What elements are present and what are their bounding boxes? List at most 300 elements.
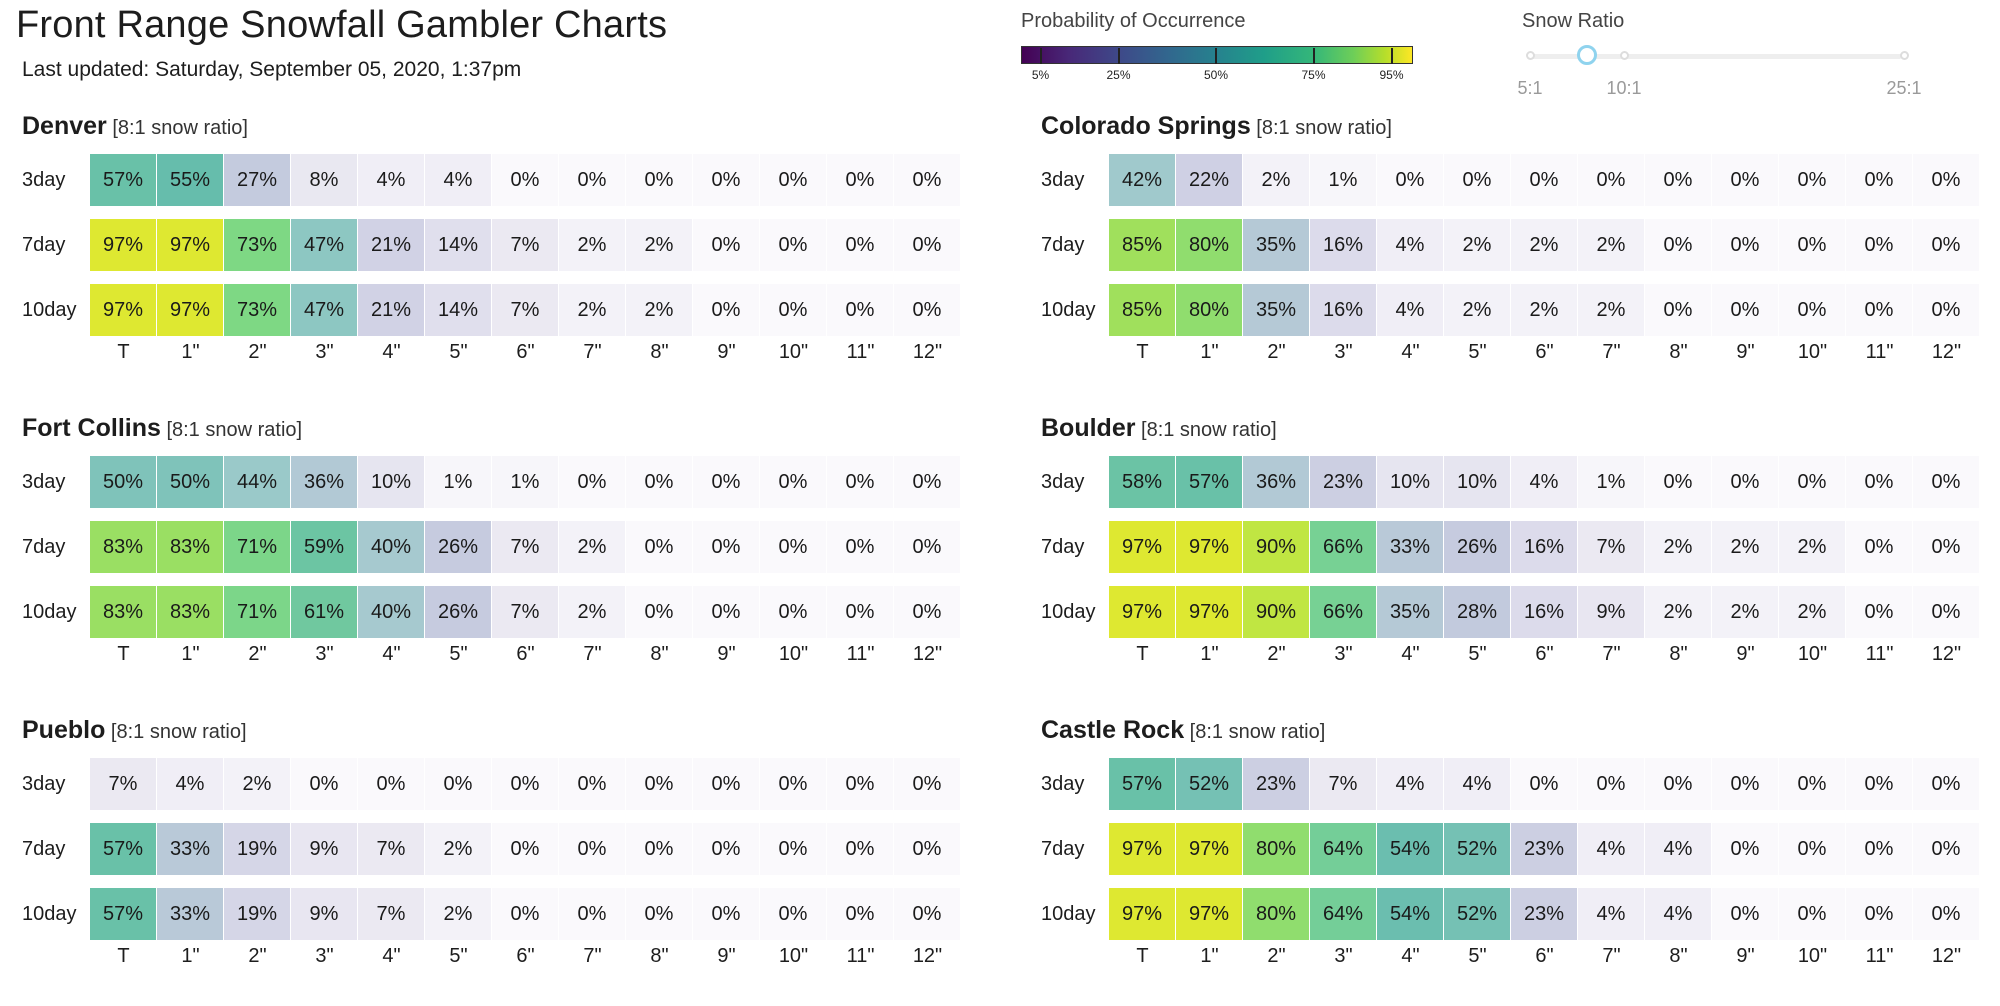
- heatmap-cell: 0%: [1846, 154, 1913, 206]
- chart-title: [1041, 716, 1325, 745]
- heatmap-cell: 0%: [626, 154, 693, 206]
- heatmap-cell: 7%: [492, 521, 559, 573]
- heatmap-cell: 7%: [492, 284, 559, 336]
- heatmap-cell: 2%: [559, 586, 626, 638]
- column-label: 5": [449, 945, 468, 967]
- heatmap-cell: 4%: [1578, 888, 1645, 940]
- heatmap-cell: 33%: [157, 888, 224, 940]
- heatmap-cell: 97%: [1109, 888, 1176, 940]
- legend-tick: [1215, 48, 1217, 64]
- column-label: 8": [1669, 643, 1688, 665]
- heatmap-cell: 0%: [559, 154, 626, 206]
- heatmap-cell: 0%: [626, 521, 693, 573]
- heatmap-cell: 35%: [1243, 219, 1310, 271]
- heatmap-cell: 40%: [358, 521, 425, 573]
- heatmap-cell: 0%: [894, 758, 961, 810]
- chart-city-name: Castle Rock: [1041, 716, 1185, 744]
- heatmap-cell: 4%: [157, 758, 224, 810]
- heatmap-cell: 42%: [1109, 154, 1176, 206]
- column-label: 12": [912, 341, 943, 363]
- row-label-10day: 10day: [1041, 903, 1096, 925]
- heatmap-cell: 16%: [1511, 521, 1578, 573]
- heatmap-cell: 0%: [1913, 219, 1980, 271]
- heatmap-cell: 58%: [1109, 456, 1176, 508]
- heatmap-cell: 19%: [224, 823, 291, 875]
- ratio-stop-25[interactable]: [1900, 51, 1909, 60]
- heatmap-cell: 2%: [1578, 284, 1645, 336]
- heatmap-cell: 4%: [358, 154, 425, 206]
- heatmap-cell: 0%: [1913, 154, 1980, 206]
- heatmap-cell: 0%: [1846, 888, 1913, 940]
- heatmap-cell: 97%: [157, 284, 224, 336]
- column-label: 7": [1602, 643, 1621, 665]
- heatmap-cell: 0%: [760, 888, 827, 940]
- column-label: 4": [382, 341, 401, 363]
- row-label-7day: 7day: [22, 838, 66, 860]
- heatmap-cell: 0%: [894, 586, 961, 638]
- heatmap-cell: 0%: [492, 823, 559, 875]
- heatmap-cell: 54%: [1377, 823, 1444, 875]
- heatmap-cell: 2%: [1511, 219, 1578, 271]
- heatmap-cell: 0%: [827, 219, 894, 271]
- heatmap-cell: 26%: [1444, 521, 1511, 573]
- legend-tick: [1118, 48, 1120, 64]
- heatmap-cell: 23%: [1511, 823, 1578, 875]
- column-label: 1": [1200, 643, 1219, 665]
- column-label: 7": [1602, 341, 1621, 363]
- gambler-chart-denver: [22, 112, 982, 402]
- column-label: 10": [778, 341, 809, 363]
- heatmap-cell: 0%: [894, 456, 961, 508]
- row-label-7day: 7day: [22, 536, 66, 558]
- heatmap-cell: 73%: [224, 219, 291, 271]
- heatmap-cell: 7%: [492, 219, 559, 271]
- heatmap-cell: 2%: [224, 758, 291, 810]
- chart-city-name: Fort Collins: [22, 414, 161, 442]
- heatmap-cell: 7%: [358, 823, 425, 875]
- heatmap-cell: 14%: [425, 284, 492, 336]
- heatmap-cell: 2%: [559, 521, 626, 573]
- column-label: 10": [1797, 643, 1828, 665]
- chart-ratio-note: [8:1 snow ratio]: [105, 721, 247, 743]
- column-label: 2": [1267, 643, 1286, 665]
- heatmap-cell: 97%: [1176, 888, 1243, 940]
- snow-ratio-title: Snow Ratio: [1522, 10, 1625, 32]
- heatmap-cell: 23%: [1511, 888, 1578, 940]
- column-label: 5": [1468, 341, 1487, 363]
- heatmap-cell: 0%: [1846, 823, 1913, 875]
- column-label: 1": [181, 643, 200, 665]
- column-label: 2": [248, 643, 267, 665]
- heatmap-cell: 2%: [559, 219, 626, 271]
- column-label: 9": [717, 643, 736, 665]
- heatmap-cell: 97%: [1176, 823, 1243, 875]
- heatmap-cell: 80%: [1243, 888, 1310, 940]
- gambler-chart-fort-collins: [22, 414, 982, 704]
- gambler-chart-boulder: [1041, 414, 2000, 704]
- heatmap-cell: 0%: [1846, 521, 1913, 573]
- heatmap-cell: 7%: [358, 888, 425, 940]
- heatmap-cell: 80%: [1176, 284, 1243, 336]
- column-label: 3": [1334, 341, 1353, 363]
- heatmap-cell: 0%: [559, 823, 626, 875]
- heatmap-cell: 0%: [760, 586, 827, 638]
- column-label: 2": [1267, 341, 1286, 363]
- row-label-3day: 3day: [1041, 471, 1085, 493]
- column-label: 5": [449, 341, 468, 363]
- heatmap-cell: 0%: [1712, 456, 1779, 508]
- heatmap-cell: 71%: [224, 521, 291, 573]
- heatmap-cell: 0%: [559, 758, 626, 810]
- heatmap-cell: 0%: [1779, 154, 1846, 206]
- column-label: 4": [1401, 341, 1420, 363]
- heatmap-cell: 64%: [1310, 823, 1377, 875]
- heatmap-cell: 1%: [492, 456, 559, 508]
- heatmap-cell: 7%: [1578, 521, 1645, 573]
- column-label: 3": [315, 341, 334, 363]
- column-label: 8": [650, 341, 669, 363]
- row-label-7day: 7day: [22, 234, 66, 256]
- column-label: 5": [449, 643, 468, 665]
- chart-city-name: Pueblo: [22, 716, 106, 744]
- heatmap-cell: 0%: [827, 888, 894, 940]
- heatmap-cell: 9%: [291, 823, 358, 875]
- heatmap-cell: 14%: [425, 219, 492, 271]
- heatmap-cell: 1%: [1310, 154, 1377, 206]
- column-label: 6": [1535, 945, 1554, 967]
- heatmap-cell: 1%: [425, 456, 492, 508]
- heatmap-cell: 2%: [1779, 521, 1846, 573]
- heatmap-cell: 83%: [90, 586, 157, 638]
- column-label: 6": [516, 341, 535, 363]
- heatmap-cell: 50%: [157, 456, 224, 508]
- row-label-7day: 7day: [1041, 234, 1085, 256]
- heatmap-cell: 0%: [1377, 154, 1444, 206]
- heatmap-cell: 83%: [90, 521, 157, 573]
- heatmap-cell: 0%: [291, 758, 358, 810]
- heatmap-cell: 0%: [827, 284, 894, 336]
- heatmap-cell: 90%: [1243, 586, 1310, 638]
- heatmap-cell: 80%: [1243, 823, 1310, 875]
- heatmap-cell: 10%: [358, 456, 425, 508]
- column-label: 4": [382, 945, 401, 967]
- heatmap-cell: 4%: [1511, 456, 1578, 508]
- snow-ratio-handle[interactable]: [1577, 45, 1597, 65]
- heatmap-cell: 0%: [1913, 521, 1980, 573]
- heatmap-cell: 0%: [626, 586, 693, 638]
- heatmap-cell: 66%: [1310, 521, 1377, 573]
- heatmap-cell: 52%: [1176, 758, 1243, 810]
- heatmap-cell: 4%: [1645, 823, 1712, 875]
- heatmap-cell: 0%: [1645, 154, 1712, 206]
- heatmap-cell: 16%: [1511, 586, 1578, 638]
- column-label: 11": [1865, 643, 1894, 665]
- heatmap-cell: 9%: [1578, 586, 1645, 638]
- heatmap-cell: 0%: [1846, 219, 1913, 271]
- ratio-label-5: 5:1: [1517, 78, 1543, 98]
- heatmap-cell: 26%: [425, 586, 492, 638]
- row-label-3day: 3day: [22, 773, 66, 795]
- column-label: 10": [1797, 945, 1828, 967]
- heatmap-cell: 0%: [1712, 888, 1779, 940]
- legend-tick-label: 25%: [1106, 68, 1131, 82]
- ratio-stop-5[interactable]: [1526, 51, 1535, 60]
- column-label: 8": [650, 945, 669, 967]
- heatmap-cell: 0%: [1712, 284, 1779, 336]
- heatmap-cell: 0%: [827, 586, 894, 638]
- heatmap-cell: 0%: [358, 758, 425, 810]
- column-label: T: [1136, 643, 1149, 665]
- ratio-label-25: 25:1: [1886, 78, 1922, 98]
- heatmap-cell: 0%: [1846, 456, 1913, 508]
- heatmap-cell: 0%: [693, 284, 760, 336]
- column-label: 6": [516, 945, 535, 967]
- heatmap-cell: 52%: [1444, 888, 1511, 940]
- column-label: 2": [248, 945, 267, 967]
- heatmap-cell: 0%: [1712, 758, 1779, 810]
- heatmap-cell: 10%: [1377, 456, 1444, 508]
- heatmap-cell: 2%: [1243, 154, 1310, 206]
- heatmap-cell: 0%: [894, 154, 961, 206]
- heatmap-cell: 57%: [90, 154, 157, 206]
- heatmap-cell: 2%: [1712, 586, 1779, 638]
- heatmap-cell: 2%: [626, 284, 693, 336]
- chart-ratio-note: [8:1 snow ratio]: [160, 419, 303, 441]
- heatmap-cell: 85%: [1109, 284, 1176, 336]
- column-label: 7": [583, 341, 602, 363]
- column-label: 1": [1200, 341, 1219, 363]
- probability-legend: [1021, 8, 1421, 88]
- heatmap-cell: 0%: [626, 823, 693, 875]
- heatmap-cell: 4%: [1645, 888, 1712, 940]
- heatmap-cell: 2%: [559, 284, 626, 336]
- heatmap-cell: 0%: [1511, 758, 1578, 810]
- heatmap-cell: 0%: [1645, 456, 1712, 508]
- heatmap-cell: 57%: [90, 823, 157, 875]
- heatmap-cell: 2%: [425, 888, 492, 940]
- heatmap-cell: 2%: [626, 219, 693, 271]
- row-label-10day: 10day: [1041, 601, 1096, 623]
- chart-city-name: Denver: [22, 112, 107, 140]
- column-label: 7": [583, 643, 602, 665]
- row-label-3day: 3day: [22, 471, 66, 493]
- legend-tick-label: 50%: [1203, 68, 1229, 82]
- column-label: 3": [1334, 945, 1353, 967]
- column-label: 9": [1736, 945, 1755, 967]
- heatmap-cell: 0%: [1846, 586, 1913, 638]
- heatmap-cell: 0%: [693, 154, 760, 206]
- heatmap-cell: 21%: [358, 284, 425, 336]
- heatmap-cell: 52%: [1444, 823, 1511, 875]
- heatmap-cell: 22%: [1176, 154, 1243, 206]
- heatmap-cell: 83%: [157, 521, 224, 573]
- heatmap-cell: 0%: [1913, 284, 1980, 336]
- heatmap-cell: 64%: [1310, 888, 1377, 940]
- column-label: 8": [1669, 945, 1688, 967]
- heatmap-cell: 0%: [827, 521, 894, 573]
- column-label: 1": [181, 945, 200, 967]
- heatmap-cell: 0%: [559, 456, 626, 508]
- heatmap-cell: 0%: [1712, 823, 1779, 875]
- heatmap-cell: 4%: [425, 154, 492, 206]
- heatmap-cell: 47%: [291, 219, 358, 271]
- heatmap-cell: 1%: [1578, 456, 1645, 508]
- heatmap-cell: 0%: [1846, 758, 1913, 810]
- column-label: 1": [1200, 945, 1219, 967]
- column-label: 7": [1602, 945, 1621, 967]
- gambler-chart-castle-rock: [1041, 716, 2000, 1006]
- heatmap-cell: 0%: [1779, 888, 1846, 940]
- legend-tick: [1313, 48, 1315, 64]
- heatmap-cell: 0%: [894, 888, 961, 940]
- column-label: 4": [1401, 643, 1420, 665]
- heatmap-cell: 50%: [90, 456, 157, 508]
- legend-tick-label: 95%: [1379, 68, 1404, 82]
- heatmap-cell: 97%: [1109, 521, 1176, 573]
- column-label: 11": [846, 341, 875, 363]
- heatmap-cell: 0%: [1645, 758, 1712, 810]
- heatmap-cell: 0%: [693, 758, 760, 810]
- heatmap-cell: 97%: [1109, 586, 1176, 638]
- row-label-10day: 10day: [22, 299, 77, 321]
- row-label-3day: 3day: [22, 169, 66, 191]
- heatmap-cell: 2%: [1444, 219, 1511, 271]
- column-label: 10": [778, 643, 809, 665]
- heatmap-cell: 27%: [224, 154, 291, 206]
- column-label: 12": [912, 945, 943, 967]
- heatmap-cell: 35%: [1243, 284, 1310, 336]
- legend-tick-label: 75%: [1301, 68, 1326, 82]
- column-label: 10": [1797, 341, 1828, 363]
- heatmap-cell: 0%: [760, 521, 827, 573]
- heatmap-cell: 0%: [693, 586, 760, 638]
- chart-title: [22, 414, 302, 443]
- column-label: 8": [1669, 341, 1688, 363]
- column-label: 11": [846, 643, 875, 665]
- heatmap-cell: 36%: [1243, 456, 1310, 508]
- heatmap-cell: 4%: [1377, 219, 1444, 271]
- heatmap-cell: 7%: [492, 586, 559, 638]
- heatmap-cell: 47%: [291, 284, 358, 336]
- column-label: 12": [1931, 643, 1962, 665]
- ratio-stop-10[interactable]: [1620, 51, 1629, 60]
- legend-colorbar: [1021, 46, 1413, 64]
- heatmap-cell: 0%: [693, 219, 760, 271]
- heatmap-cell: 0%: [760, 823, 827, 875]
- column-label: 2": [1267, 945, 1286, 967]
- heatmap-cell: 0%: [693, 888, 760, 940]
- column-label: 5": [1468, 945, 1487, 967]
- heatmap-cell: 97%: [157, 219, 224, 271]
- heatmap-cell: 2%: [1779, 586, 1846, 638]
- heatmap-cell: 0%: [492, 758, 559, 810]
- chart-title: [1041, 414, 1277, 443]
- column-label: 5": [1468, 643, 1487, 665]
- heatmap-cell: 0%: [626, 888, 693, 940]
- heatmap-cell: 0%: [1779, 823, 1846, 875]
- column-label: 12": [1931, 341, 1962, 363]
- chart-city-name: Boulder: [1041, 414, 1136, 442]
- legend-tick: [1391, 48, 1393, 64]
- column-label: T: [1136, 341, 1149, 363]
- heatmap-cell: 2%: [1444, 284, 1511, 336]
- column-label: 12": [1931, 945, 1962, 967]
- row-label-10day: 10day: [22, 903, 77, 925]
- column-label: 11": [1865, 341, 1894, 363]
- heatmap-cell: 0%: [693, 456, 760, 508]
- heatmap-cell: 57%: [1109, 758, 1176, 810]
- column-label: 3": [1334, 643, 1353, 665]
- column-label: 8": [650, 643, 669, 665]
- heatmap-cell: 83%: [157, 586, 224, 638]
- heatmap-cell: 97%: [1176, 586, 1243, 638]
- chart-ratio-note: [8:1 snow ratio]: [106, 117, 248, 139]
- heatmap-cell: 0%: [626, 456, 693, 508]
- column-label: T: [1136, 945, 1149, 967]
- heatmap-cell: 0%: [1913, 888, 1980, 940]
- row-label-10day: 10day: [22, 601, 77, 623]
- heatmap-cell: 28%: [1444, 586, 1511, 638]
- heatmap-cell: 23%: [1310, 456, 1377, 508]
- heatmap-cell: 54%: [1377, 888, 1444, 940]
- chart-ratio-note: [8:1 snow ratio]: [1135, 419, 1277, 441]
- heatmap-cell: 0%: [827, 758, 894, 810]
- heatmap-cell: 97%: [1109, 823, 1176, 875]
- heatmap-cell: 0%: [1444, 154, 1511, 206]
- heatmap-cell: 97%: [90, 284, 157, 336]
- legend-tick: [1040, 48, 1042, 64]
- heatmap-cell: 0%: [827, 456, 894, 508]
- column-label: 9": [1736, 341, 1755, 363]
- heatmap-cell: 57%: [1176, 456, 1243, 508]
- last-updated: Last updated: Saturday, September 05, 2020, 1:37pm: [22, 58, 522, 81]
- chart-title: [22, 112, 248, 141]
- row-label-7day: 7day: [1041, 838, 1085, 860]
- heatmap-cell: 0%: [693, 521, 760, 573]
- heatmap-cell: 2%: [1511, 284, 1578, 336]
- heatmap-cell: 97%: [90, 219, 157, 271]
- heatmap-cell: 0%: [559, 888, 626, 940]
- column-label: T: [117, 945, 130, 967]
- heatmap-cell: 0%: [1913, 758, 1980, 810]
- column-label: T: [117, 643, 130, 665]
- heatmap-cell: 4%: [1377, 284, 1444, 336]
- heatmap-cell: 0%: [760, 456, 827, 508]
- heatmap-cell: 9%: [291, 888, 358, 940]
- heatmap-cell: 0%: [693, 823, 760, 875]
- heatmap-cell: 59%: [291, 521, 358, 573]
- heatmap-cell: 73%: [224, 284, 291, 336]
- heatmap-cell: 4%: [1377, 758, 1444, 810]
- heatmap-cell: 19%: [224, 888, 291, 940]
- heatmap-cell: 90%: [1243, 521, 1310, 573]
- heatmap-cell: 0%: [827, 154, 894, 206]
- heatmap-cell: 26%: [425, 521, 492, 573]
- column-label: 7": [583, 945, 602, 967]
- chart-ratio-note: [8:1 snow ratio]: [1250, 117, 1392, 139]
- heatmap-cell: 0%: [1578, 758, 1645, 810]
- heatmap-cell: 8%: [291, 154, 358, 206]
- column-label: 4": [382, 643, 401, 665]
- heatmap-cell: 4%: [1444, 758, 1511, 810]
- heatmap-cell: 0%: [1913, 456, 1980, 508]
- gambler-chart-colorado-springs: [1041, 112, 2000, 402]
- heatmap-cell: 0%: [760, 219, 827, 271]
- heatmap-cell: 61%: [291, 586, 358, 638]
- column-label: 4": [1401, 945, 1420, 967]
- chart-ratio-note: [8:1 snow ratio]: [1184, 721, 1326, 743]
- heatmap-cell: 0%: [1779, 219, 1846, 271]
